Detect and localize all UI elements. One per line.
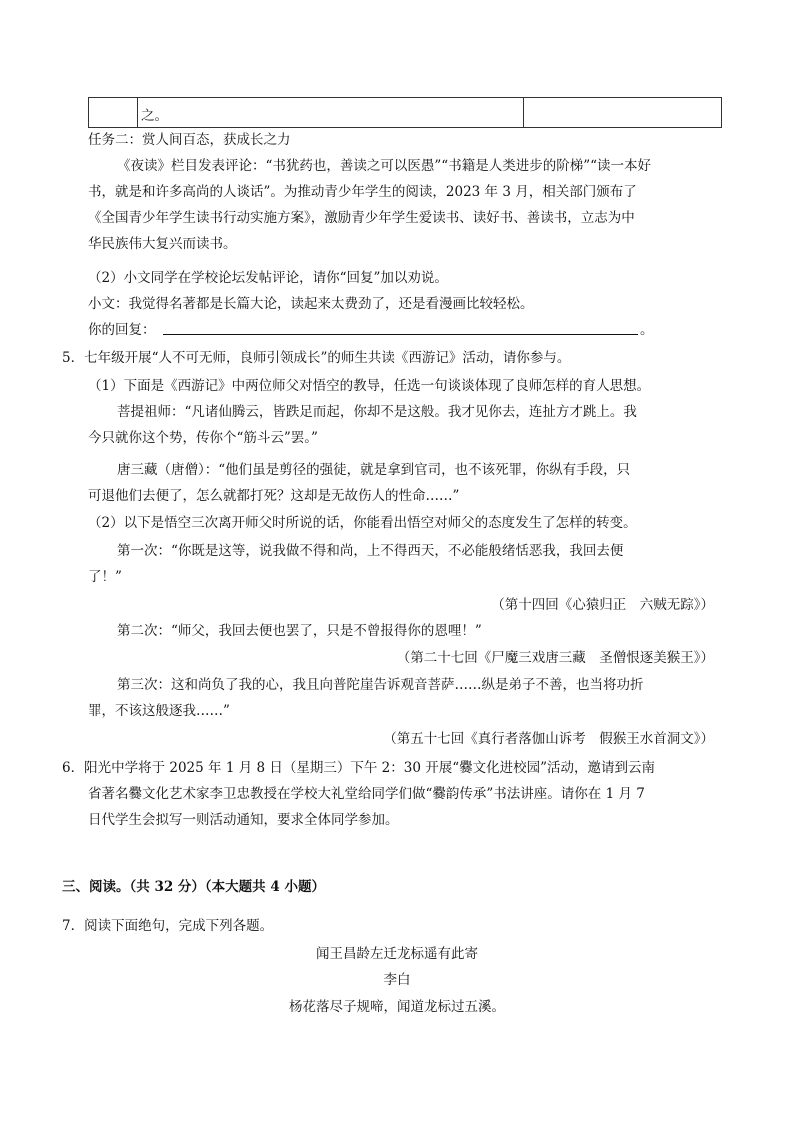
first-leave-quote: 第一次：“你既是这等，说我做不得和尚，上不得西天，不必能般绪恬恶我，我回去便 [117, 543, 624, 559]
reply-answer-line[interactable] [163, 334, 638, 335]
table-cell-text [137, 98, 524, 127]
section-3-heading: 三、阅读。（共 32 分）（本大题共 4 小题） [62, 879, 325, 895]
question-6-line: 省著名爨文化艺术家李卫忠教授在学校大礼堂给同学们做“爨韵传承”书法讲座。请你在 1 月 7 [88, 786, 645, 802]
question-5-sub1: （1）下面是《西游记》中两位师父对悟空的教导，任选一句谈谈体现了良师怎样的育人思想。 [88, 378, 651, 394]
task2-para-line: 《全国青少年学生读书行动实施方案》，激励青少年学生爱读书、读好书、善读书，立志为中 [88, 210, 635, 226]
task2-heading: 任务二：赏人间百态，获成长之力 [88, 132, 291, 148]
task2-para-line: 华民族伟大复兴而读书。 [88, 236, 237, 252]
first-leave-source: （第十四回《心猿归正 六贼无踪》） [491, 597, 714, 613]
poem-line: 杨花落尽子规啼，闻道龙标过五溪。 [289, 999, 505, 1015]
tang-quote-line: 可退他们去便了，怎么就都打死？这却是无故伤人的性命……” [88, 488, 460, 504]
tang-quote-line: 唐三藏（唐僧）：“他们虽是剪径的强徒，就是拿到官司，也不该死罪，你纵有手段，只 [117, 462, 631, 478]
xiaowen-comment: 小文：我觉得名著都是长篇大论，读起来太费劲了，还是看漫画比较轻松。 [88, 296, 534, 312]
puti-quote-line: 菩提祖师：“凡诸仙腾云，皆跌足而起，你却不是这般。我才见你去，连扯方才跳上。我 [117, 404, 637, 420]
second-leave-source: （第二十七回《尸魔三戏唐三藏 圣僧恨逐美猴王》） [396, 650, 714, 666]
reply-end-mark: 。 [640, 322, 654, 338]
question-7-title: 7．阅读下面绝句，完成下列各题。 [62, 918, 274, 934]
task2-para-line: 《夜读》栏目发表评论：“书犹药也，善读之可以医愚”“书籍是人类进步的阶梯”“读一本好 [117, 158, 652, 174]
table-cell-empty [89, 98, 138, 127]
question-6-line: 日代学生会拟写一则活动通知，要求全体同学参加。 [88, 812, 399, 828]
third-leave-quote: 第三次：这和尚负了我的心，我且向普陀崖告诉观音菩萨……纵是弟子不善，也当将功折 [117, 677, 644, 693]
question-6-line: 6．阳光中学将于 2025 年 1 月 8 日（星期三）下午 2：30 开展“爨文化进校园”活动，邀请到云南 [62, 760, 656, 776]
puti-quote-line: 今只就你这个势，传你个“筋斗云”罢。” [88, 430, 318, 446]
third-leave-quote: 罪，不该这般逐我……” [88, 703, 230, 719]
question-2-prompt: （2）小文同学在学校论坛发帖评论，请你“回复”加以劝说。 [88, 270, 448, 286]
reply-label: 你的回复： [88, 322, 156, 338]
question-5-sub2: （2）以下是悟空三次离开师父时所说的话，你能看出悟空对师父的态度发生了怎样的转变。 [88, 515, 637, 531]
first-leave-quote: 了！” [88, 569, 122, 585]
task2-para-line: 书，就是和许多高尚的人谈话”。为推动青少年学生的阅读，2023 年 3 月，相关部门颁布了 [88, 184, 637, 200]
answer-table-row [88, 97, 722, 128]
poem-title: 闻王昌龄左迁龙标遥有此寄 [316, 946, 478, 962]
second-leave-quote: 第二次：“师父，我回去便也罢了，只是不曾报得你的恩哩！” [117, 623, 482, 639]
table-cell-content: 之。 [141, 108, 168, 124]
table-cell-answer [523, 98, 721, 127]
third-leave-source: （第五十七回《真行者落伽山诉考 假猴王水首洞文》） [383, 731, 714, 747]
poem-author: 李白 [383, 972, 411, 988]
question-5-title: 5．七年级开展“人不可无师，良师引领成长”的师生共读《西游记》活动，请你参与。 [62, 350, 571, 366]
